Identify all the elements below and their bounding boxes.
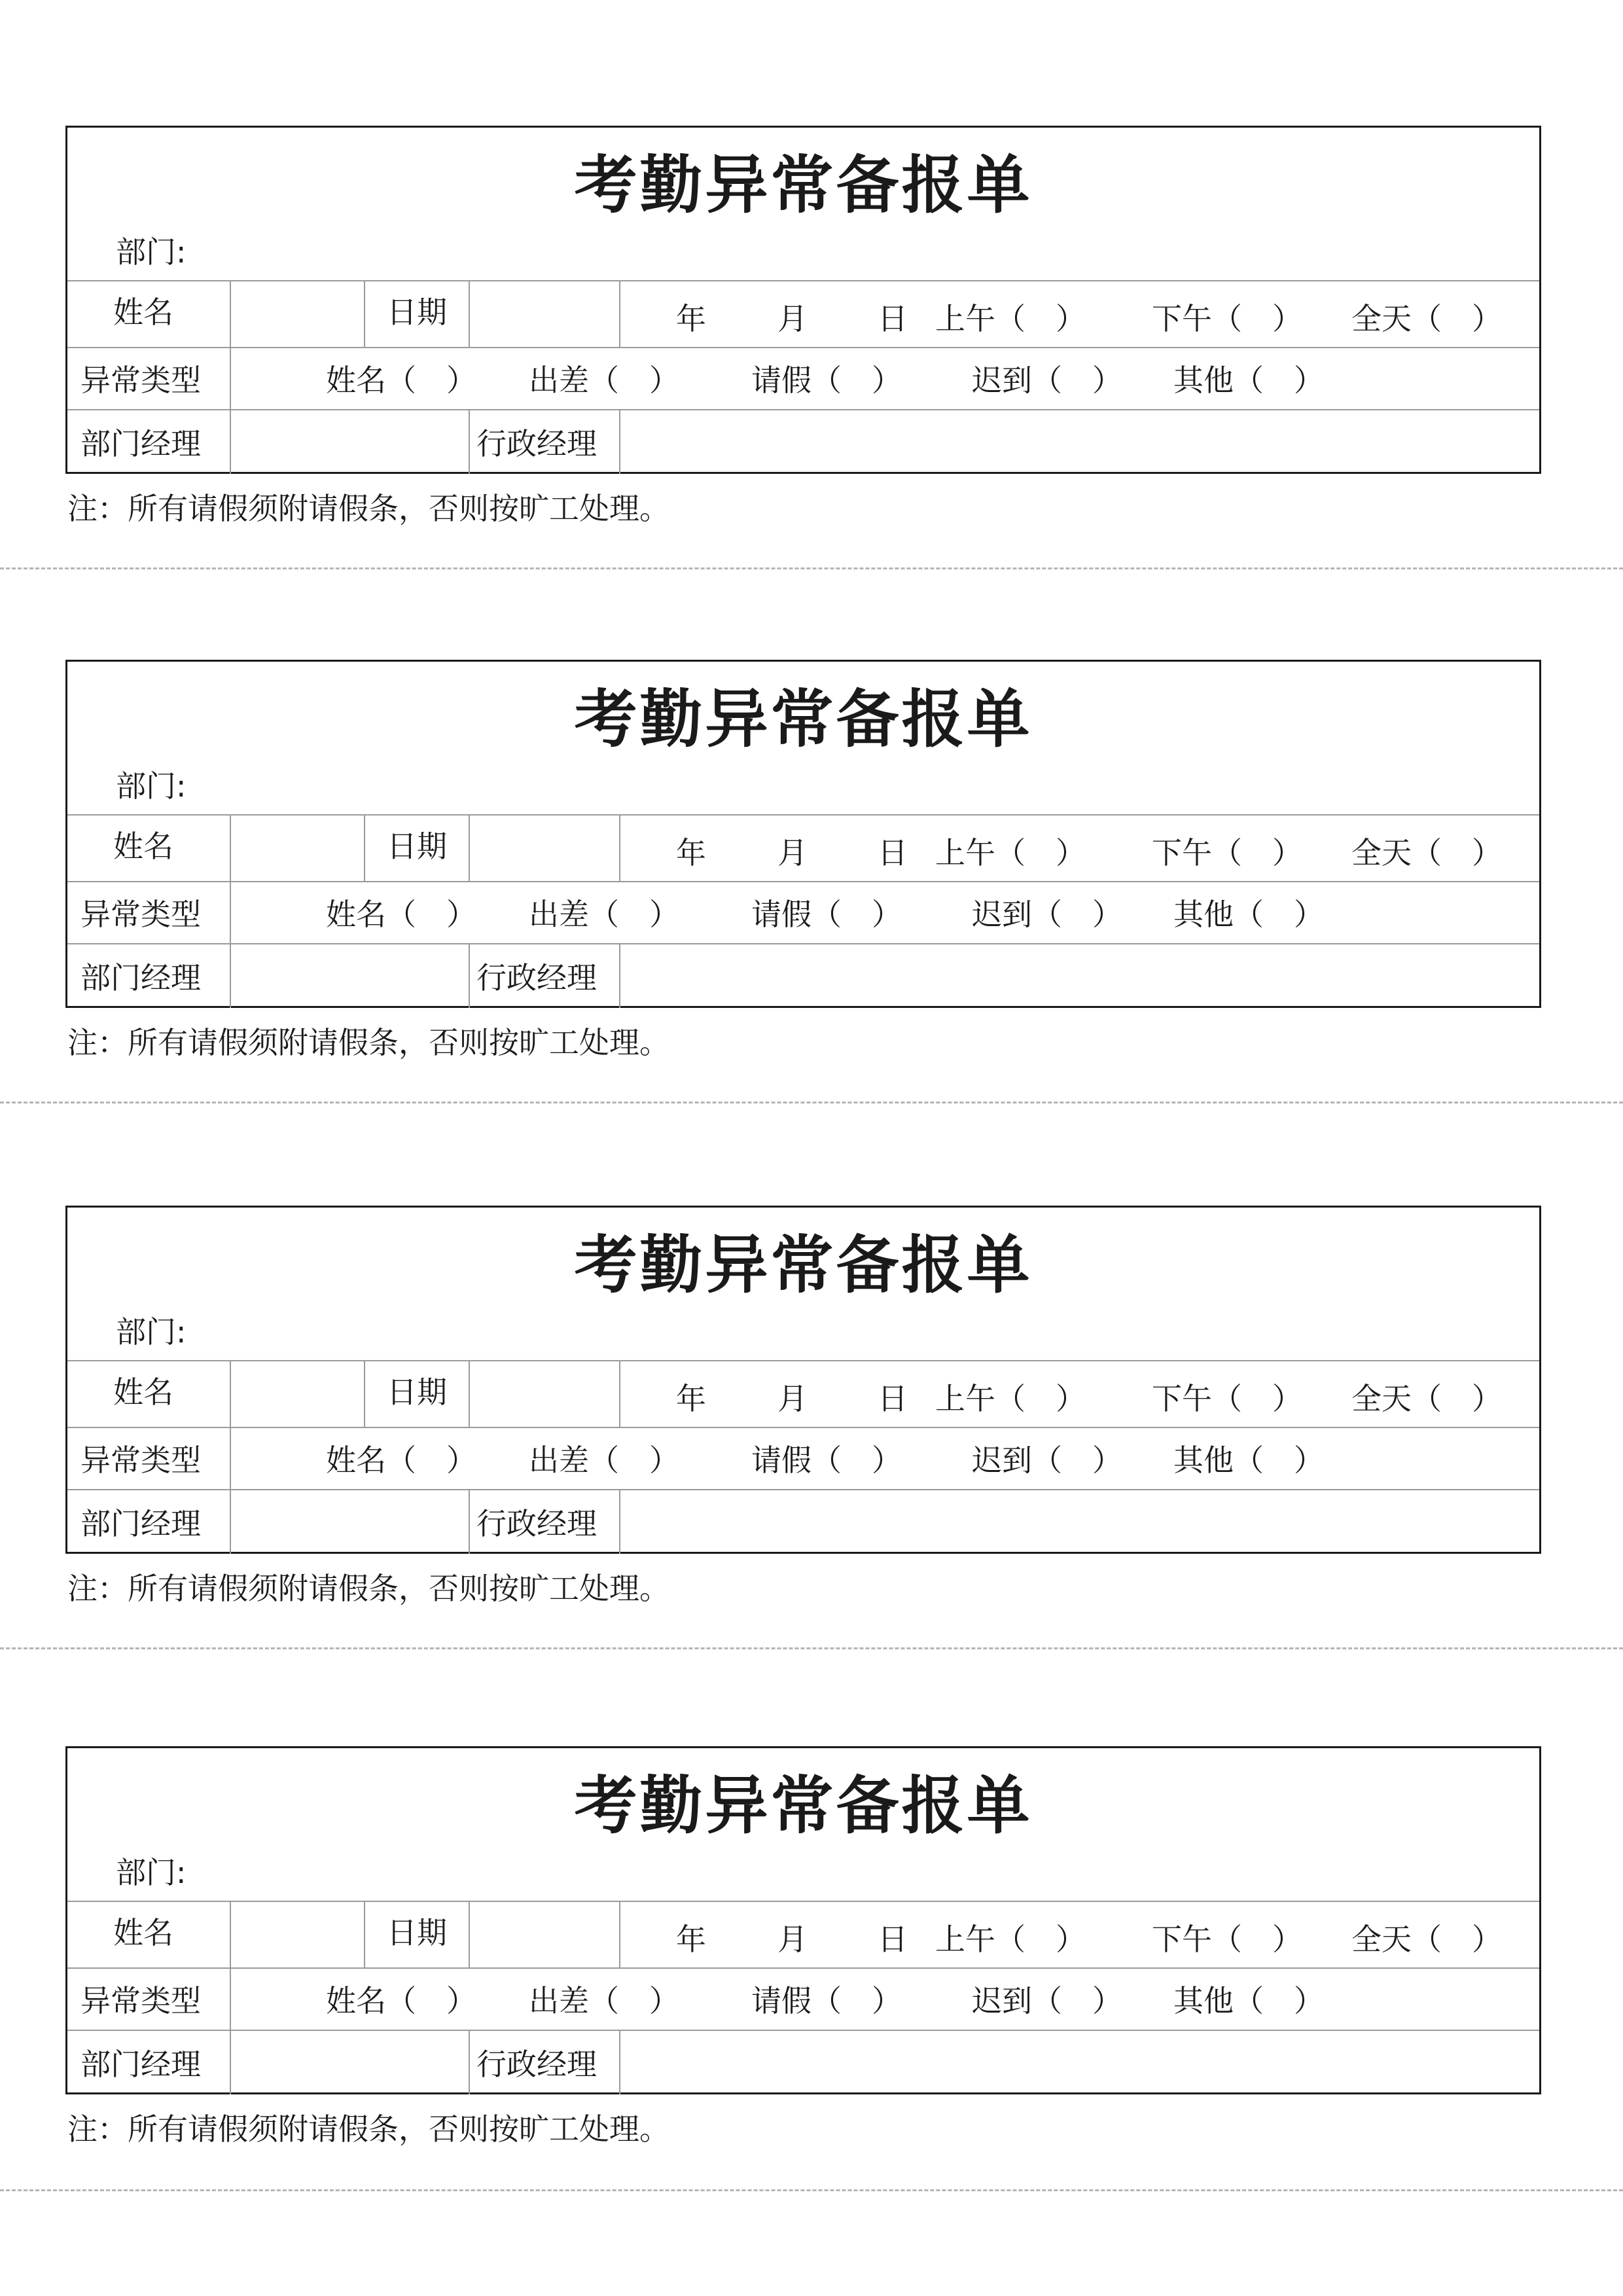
exception-option-other: 其他（ ） — [1173, 1443, 1324, 1478]
afternoon-option: 下午（ ） — [1152, 1922, 1302, 1957]
date-label: 日期 — [387, 295, 447, 330]
morning-option: 上午（ ） — [935, 301, 1086, 336]
department-manager-label: 部门经理 — [80, 960, 201, 996]
all-day-option: 全天（ ） — [1351, 1922, 1502, 1957]
attendance-exception-form — [0, 660, 1623, 1196]
department-manager-label: 部门经理 — [80, 426, 201, 461]
exception-option-business-trip: 出差（ ） — [529, 897, 679, 932]
admin-manager-label: 行政经理 — [476, 2047, 597, 2082]
cut-line — [0, 2189, 1623, 2191]
date-label: 日期 — [387, 1915, 447, 1950]
form-table — [65, 1206, 1541, 1554]
exception-option-business-trip: 出差（ ） — [529, 363, 679, 398]
column-divider — [230, 814, 231, 1008]
column-divider — [619, 1901, 620, 1967]
row-divider — [67, 814, 1539, 816]
row-divider — [67, 2030, 1539, 2031]
attendance-exception-form — [0, 126, 1623, 662]
row-divider — [67, 1360, 1539, 1361]
name-label: 姓名 — [113, 1915, 173, 1950]
column-divider — [230, 280, 231, 474]
row-divider — [67, 881, 1539, 882]
column-divider — [619, 2030, 620, 2094]
department-label: 部门: — [116, 768, 187, 804]
exception-option-name: 姓名（ ） — [326, 1443, 476, 1478]
row-divider — [67, 1427, 1539, 1428]
column-divider — [469, 1901, 470, 1967]
column-divider — [469, 280, 470, 347]
all-day-option: 全天（ ） — [1351, 835, 1502, 870]
name-label: 姓名 — [113, 1374, 173, 1410]
column-divider — [364, 280, 365, 347]
row-divider — [67, 1967, 1539, 1969]
exception-option-late: 迟到（ ） — [972, 897, 1122, 932]
column-divider — [469, 814, 470, 881]
department-label: 部门: — [116, 1855, 187, 1890]
attendance-exception-form — [0, 1746, 1623, 2283]
row-divider — [67, 409, 1539, 410]
exception-option-business-trip: 出差（ ） — [529, 1443, 679, 1478]
exception-option-name: 姓名（ ） — [326, 897, 476, 932]
form-title: 考勤异常备报单 — [574, 1769, 1033, 1842]
form-note: 注：所有请假须附请假条，否则按旷工处理。 — [67, 1025, 669, 1060]
column-divider — [230, 1901, 231, 2094]
form-title: 考勤异常备报单 — [574, 149, 1033, 222]
exception-type-label: 异常类型 — [80, 363, 201, 398]
exception-type-label: 异常类型 — [80, 897, 201, 932]
all-day-option: 全天（ ） — [1351, 1381, 1502, 1416]
form-table — [65, 126, 1541, 474]
admin-manager-label: 行政经理 — [476, 1506, 597, 1541]
day-label: 日 — [878, 1381, 908, 1416]
cut-line — [0, 1647, 1623, 1649]
exception-option-name: 姓名（ ） — [326, 1983, 476, 2018]
month-label: 月 — [777, 1381, 808, 1416]
form-title: 考勤异常备报单 — [574, 683, 1033, 756]
row-divider — [67, 347, 1539, 348]
exception-option-other: 其他（ ） — [1173, 897, 1324, 932]
column-divider — [230, 1360, 231, 1554]
column-divider — [619, 1360, 620, 1427]
year-label: 年 — [676, 835, 706, 870]
form-note: 注：所有请假须附请假条，否则按旷工处理。 — [67, 491, 669, 526]
column-divider — [469, 1360, 470, 1427]
department-manager-label: 部门经理 — [80, 2047, 201, 2082]
name-label: 姓名 — [113, 295, 173, 330]
exception-option-other: 其他（ ） — [1173, 363, 1324, 398]
morning-option: 上午（ ） — [935, 1381, 1086, 1416]
exception-option-leave: 请假（ ） — [751, 1443, 902, 1478]
row-divider — [67, 943, 1539, 944]
afternoon-option: 下午（ ） — [1152, 301, 1302, 336]
column-divider — [619, 814, 620, 881]
exception-option-name: 姓名（ ） — [326, 363, 476, 398]
afternoon-option: 下午（ ） — [1152, 835, 1302, 870]
column-divider — [469, 2030, 470, 2094]
day-label: 日 — [878, 301, 908, 336]
column-divider — [364, 814, 365, 881]
form-note: 注：所有请假须附请假条，否则按旷工处理。 — [67, 2111, 669, 2147]
date-label: 日期 — [387, 1374, 447, 1410]
exception-option-leave: 请假（ ） — [751, 897, 902, 932]
department-label: 部门: — [116, 1314, 187, 1350]
month-label: 月 — [777, 835, 808, 870]
column-divider — [364, 1360, 365, 1427]
admin-manager-label: 行政经理 — [476, 426, 597, 461]
column-divider — [619, 943, 620, 1008]
form-table — [65, 660, 1541, 1008]
exception-option-late: 迟到（ ） — [972, 1983, 1122, 2018]
column-divider — [619, 409, 620, 474]
afternoon-option: 下午（ ） — [1152, 1381, 1302, 1416]
year-label: 年 — [676, 301, 706, 336]
exception-type-label: 异常类型 — [80, 1443, 201, 1478]
column-divider — [469, 409, 470, 474]
date-label: 日期 — [387, 829, 447, 864]
admin-manager-label: 行政经理 — [476, 960, 597, 996]
name-label: 姓名 — [113, 829, 173, 864]
day-label: 日 — [878, 1922, 908, 1957]
year-label: 年 — [676, 1381, 706, 1416]
department-manager-label: 部门经理 — [80, 1506, 201, 1541]
column-divider — [469, 1489, 470, 1554]
morning-option: 上午（ ） — [935, 1922, 1086, 1957]
year-label: 年 — [676, 1922, 706, 1957]
exception-option-late: 迟到（ ） — [972, 363, 1122, 398]
exception-option-leave: 请假（ ） — [751, 1983, 902, 2018]
column-divider — [469, 943, 470, 1008]
row-divider — [67, 1901, 1539, 1902]
row-divider — [67, 280, 1539, 281]
row-divider — [67, 1489, 1539, 1490]
month-label: 月 — [777, 301, 808, 336]
day-label: 日 — [878, 835, 908, 870]
cut-line — [0, 1102, 1623, 1103]
exception-option-leave: 请假（ ） — [751, 363, 902, 398]
month-label: 月 — [777, 1922, 808, 1957]
attendance-exception-form — [0, 1206, 1623, 1742]
column-divider — [364, 1901, 365, 1967]
form-table — [65, 1746, 1541, 2094]
cut-line — [0, 567, 1623, 569]
form-note: 注：所有请假须附请假条，否则按旷工处理。 — [67, 1571, 669, 1606]
all-day-option: 全天（ ） — [1351, 301, 1502, 336]
exception-option-other: 其他（ ） — [1173, 1983, 1324, 2018]
column-divider — [619, 280, 620, 347]
exception-option-business-trip: 出差（ ） — [529, 1983, 679, 2018]
morning-option: 上午（ ） — [935, 835, 1086, 870]
column-divider — [619, 1489, 620, 1554]
form-title: 考勤异常备报单 — [574, 1229, 1033, 1302]
exception-option-late: 迟到（ ） — [972, 1443, 1122, 1478]
exception-type-label: 异常类型 — [80, 1983, 201, 2018]
department-label: 部门: — [116, 234, 187, 270]
